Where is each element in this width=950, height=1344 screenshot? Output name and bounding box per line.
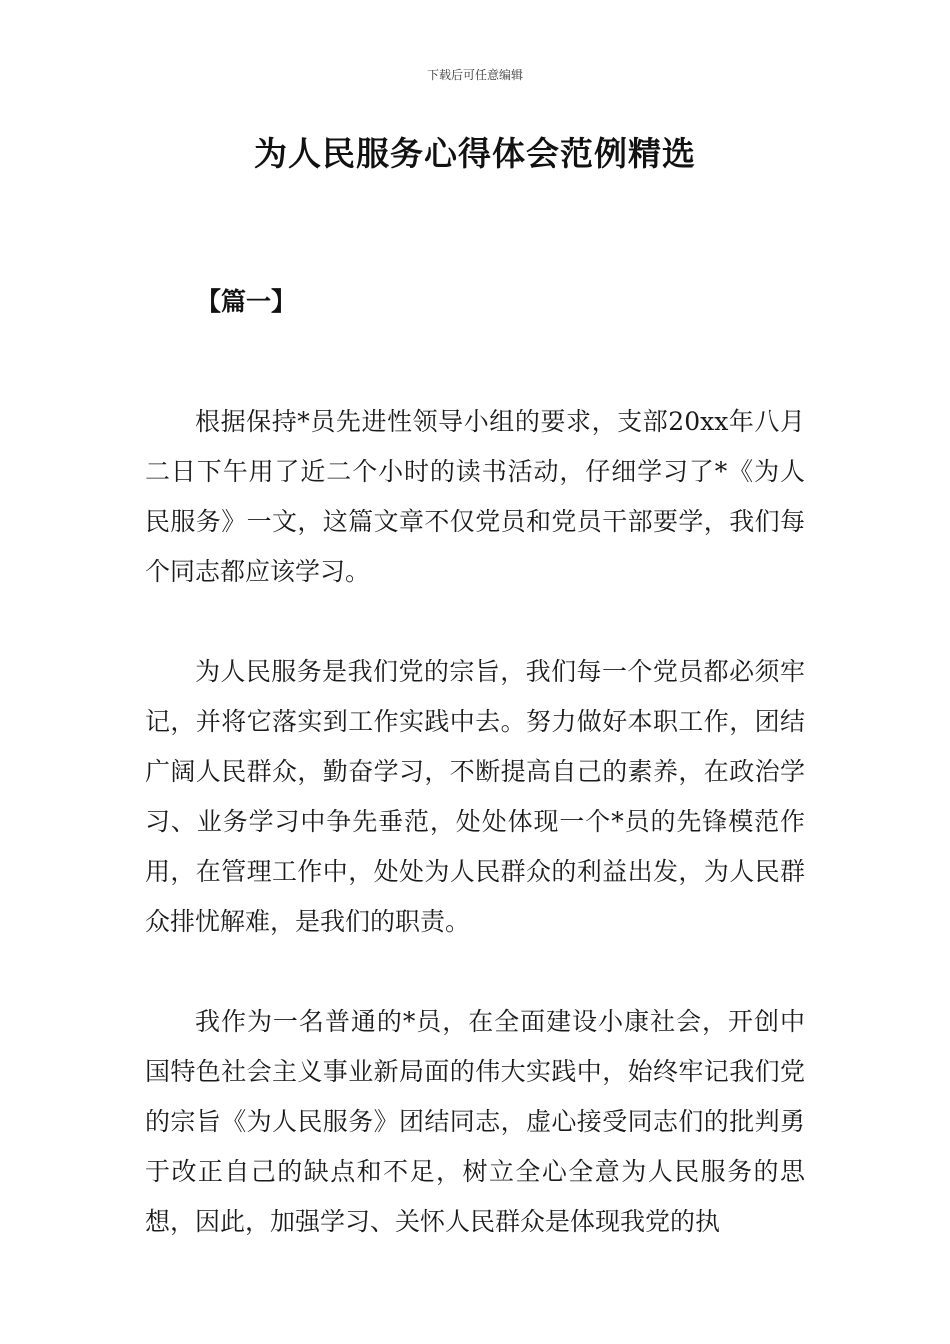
document-title: 为人民服务心得体会范例精选: [254, 134, 696, 173]
section-label: 【篇一】: [196, 287, 297, 316]
paragraph-2: 为人民服务是我们党的宗旨，我们每一个党员都必须牢记，并将它落实到工作实践中去。努力做好本职工作，团结广阔人民群众，勤奋学习，不断提高自己的素养，在政治学习、业务学习中争先垂范，处处体现一个*员的先锋模范作用，在管理工作中，处处为人民群众的利益出发，为人民群众排忧解难，是我们的职责。: [145, 657, 805, 936]
header-note: 下载后可任意编辑: [426, 68, 523, 82]
paragraph-3: 我作为一名普通的*员，在全面建设小康社会，开创中国特色社会主义事业新局面的伟大实践中，始终牢记我们党的宗旨《为人民服务》团结同志，虚心接受同志们的批判勇于改正自己的缺点和不足，树立全心全意为人民服务的思想，因此，加强学习、关怀人民群众是体现我党的执: [145, 1007, 805, 1236]
paragraph-1: 根据保持*员先进性领导小组的要求，支部20xx年八月二日下午用了近二个小时的读书活动，仔细学习了*《为人民服务》一文，这篇文章不仅党员和党员干部要学，我们每个同志都应该学习。: [145, 407, 805, 586]
